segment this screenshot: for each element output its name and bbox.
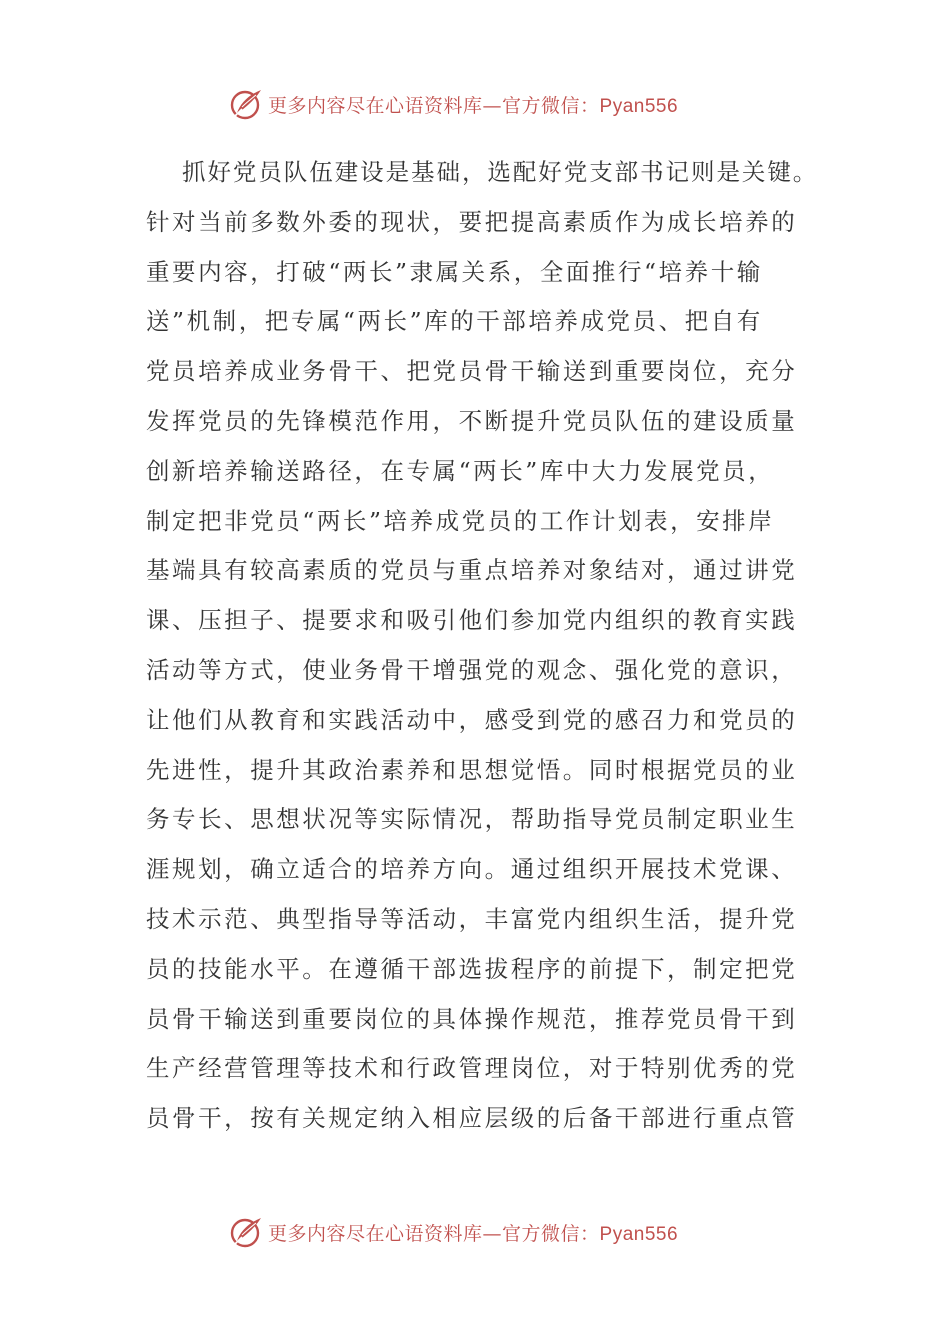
text-line: 技术示范、典型指导等活动，丰富党内组织生活，提升党 <box>146 904 798 933</box>
text-line: 务专长、思想状况等实际情况，帮助指导党员制定职业生 <box>146 805 798 834</box>
text-line: 针对当前多数外委的现状，要把提高素质作为成长培养的 <box>146 207 798 236</box>
text-line: 员的技能水平。在遵循干部选拔程序的前提下，制定把党 <box>146 954 798 983</box>
text-line: 活动等方式，使业务骨干增强党的观念、强化党的意识， <box>146 655 798 684</box>
text-line: 制定把非党员“两长”培养成党员的工作计划表，安排岸 <box>146 506 775 535</box>
quill-pen-logo-icon <box>228 1214 264 1250</box>
text-line: 党员培养成业务骨干、把党员骨干输送到重要岗位，充分 <box>146 357 798 386</box>
wechat-id: Pyan556 <box>599 95 679 117</box>
banner-text: 更多内容尽在心语资料库—官方微信：Pyan556 <box>268 94 679 117</box>
text-line: 重要内容，打破“两长”隶属关系，全面推行“培养十输 <box>146 257 763 286</box>
text-line: 课、压担子、提要求和吸引他们参加党内组织的教育实践 <box>146 606 798 635</box>
text-line: 创新培养输送路径，在专属“两长”库中大力发展党员， <box>146 456 775 485</box>
text-line: 涯规划，确立适合的培养方向。通过组织开展技术党课、 <box>146 855 798 884</box>
text-line: 员骨干输送到重要岗位的具体操作规范，推荐党员骨干到 <box>146 1004 798 1033</box>
wechat-id: Pyan556 <box>599 1223 679 1245</box>
text-line: 送”机制，把专属“两长”库的干部培养成党员、把自有 <box>146 307 763 336</box>
banner-text: 更多内容尽在心语资料库—官方微信：Pyan556 <box>268 1222 679 1245</box>
text-line: 让他们从教育和实践活动中，感受到党的感召力和党员的 <box>146 705 798 734</box>
text-line: 基端具有较高素质的党员与重点培养对象结对，通过讲党 <box>146 556 798 585</box>
text-line: 先进性，提升其政治素养和思想觉悟。同时根据党员的业 <box>146 755 798 784</box>
text-line: 发挥党员的先锋模范作用，不断提升党员队伍的建设质量 <box>146 406 798 435</box>
text-line: 抓好党员队伍建设是基础，选配好党支部书记则是关键。 <box>182 158 819 186</box>
footer-banner <box>228 1212 678 1252</box>
text-line: 生产经营管理等技术和行政管理岗位，对于特别优秀的党 <box>146 1054 798 1083</box>
header-banner <box>228 84 678 124</box>
quill-pen-logo-icon <box>228 86 264 122</box>
text-line: 员骨干，按有关规定纳入相应层级的后备干部进行重点管 <box>146 1104 798 1133</box>
document-body <box>146 148 846 1144</box>
